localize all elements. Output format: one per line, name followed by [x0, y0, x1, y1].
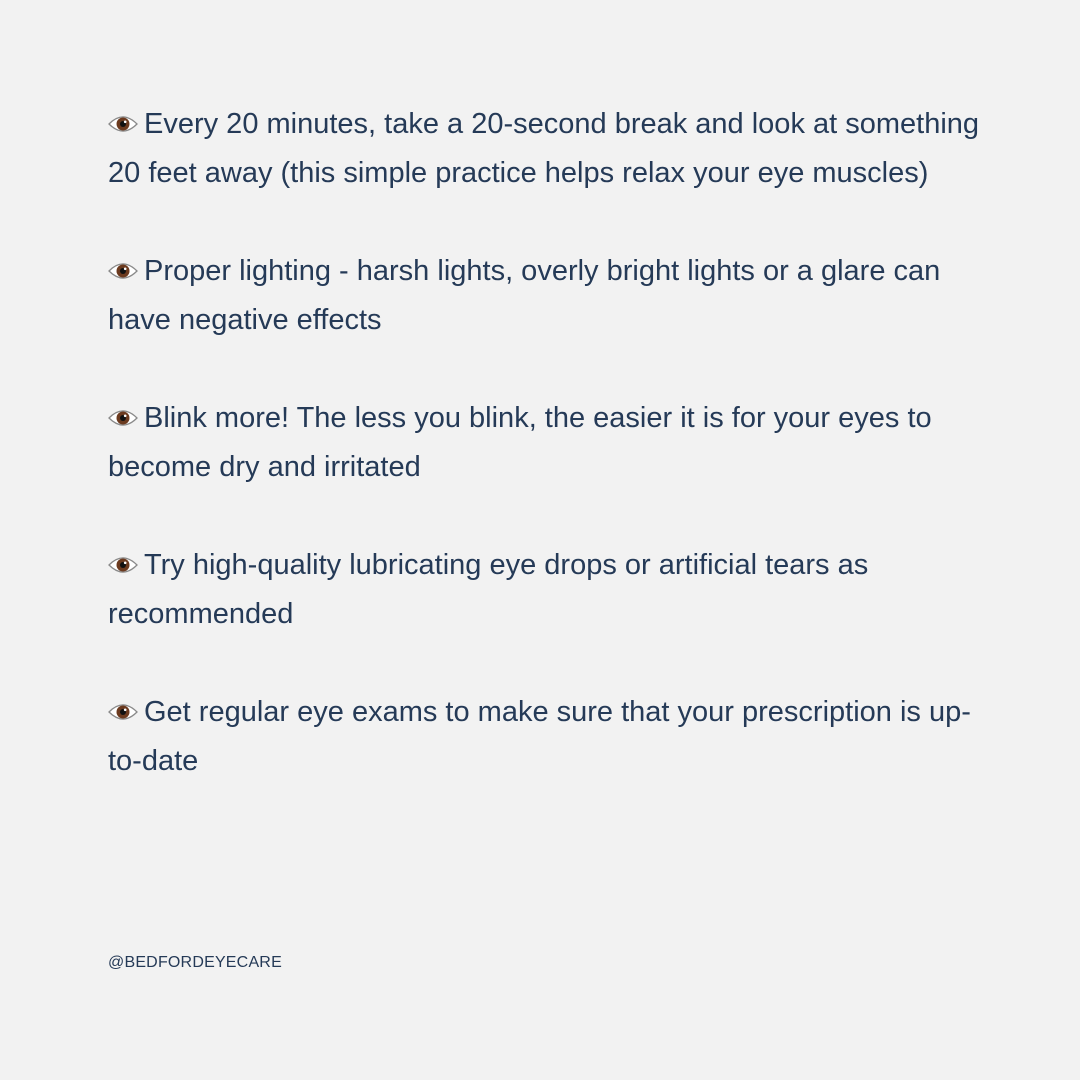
eye-icon [108, 406, 138, 430]
tip-text: Get regular eye exams to make sure that your prescription is up-to-date [108, 696, 971, 777]
tip-text: Try high-quality lubricating eye drops or artificial tears as recommended [108, 549, 869, 630]
tip-item [108, 394, 988, 492]
tip-text: Every 20 minutes, take a 20-second break and look at something 20 feet away (this simple practice helps relax your eye muscles) [108, 108, 980, 189]
tip-item [108, 541, 988, 639]
tips-list [108, 100, 988, 835]
eye-icon [108, 112, 138, 136]
eye-icon [108, 259, 138, 283]
tip-item [108, 100, 988, 198]
social-handle: @BEDFORDEYECARE [108, 954, 282, 971]
eye-icon [108, 553, 138, 577]
tip-item [108, 247, 988, 345]
eye-icon [108, 700, 138, 724]
tip-text: Blink more! The less you blink, the easier it is for your eyes to become dry and irritated [108, 402, 932, 483]
tip-text: Proper lighting - harsh lights, overly bright lights or a glare can have negative effects [108, 255, 941, 336]
tip-item [108, 688, 988, 786]
